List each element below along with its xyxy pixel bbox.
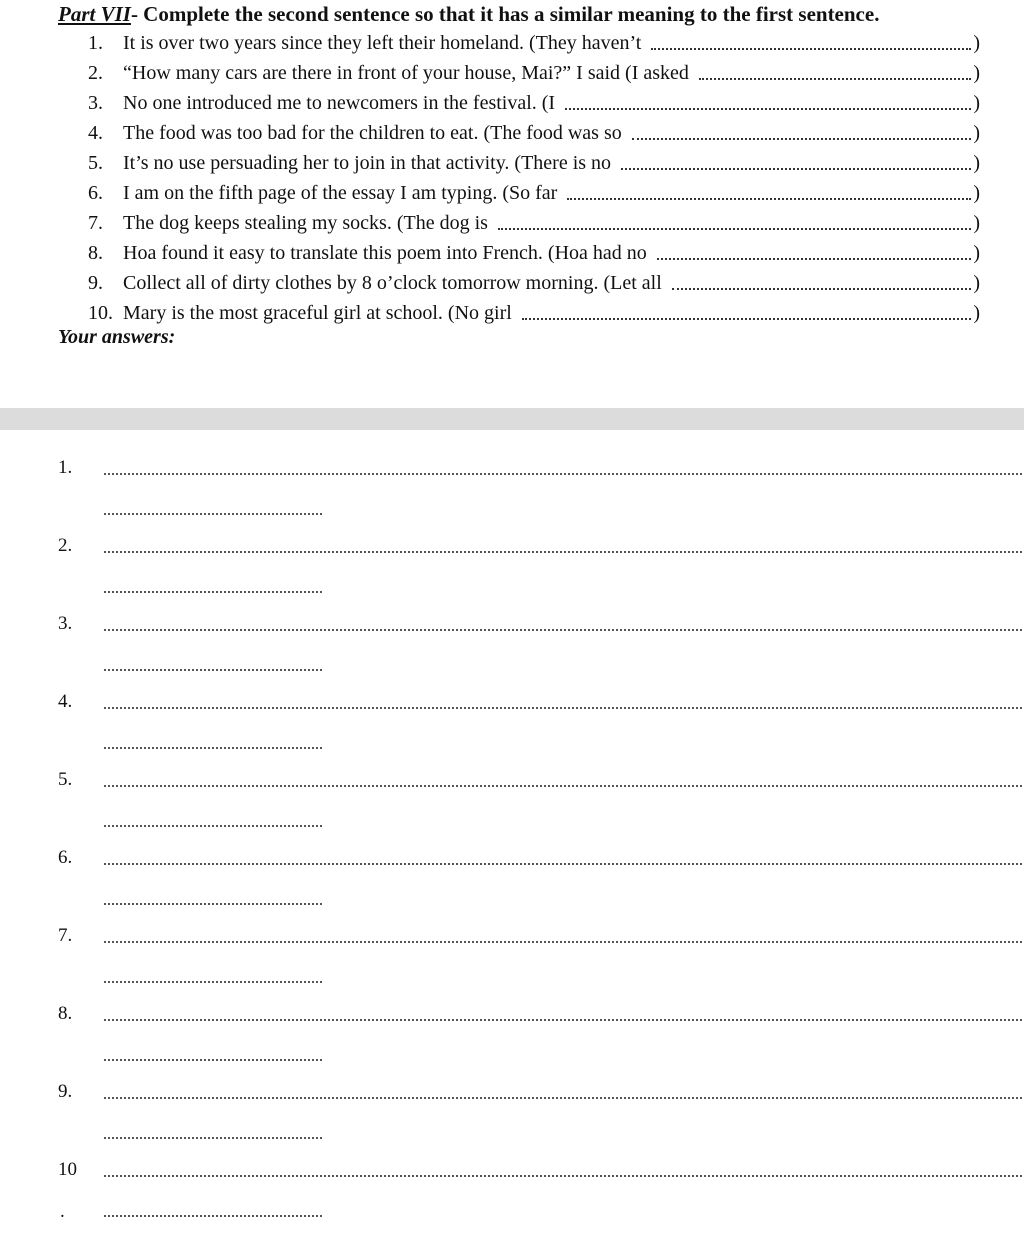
closing-paren: ) xyxy=(973,272,980,294)
answer-line-short[interactable] xyxy=(104,669,322,671)
question-number: 6. xyxy=(88,182,103,204)
question-text: Hoa found it easy to translate this poem into French. (Hoa had no xyxy=(123,242,647,264)
answer-number: 10 xyxy=(58,1159,77,1180)
trailing-mark: . xyxy=(60,1201,65,1222)
question-text: Mary is the most graceful girl at school. (No girl xyxy=(123,302,512,324)
gray-divider-band xyxy=(0,408,1024,430)
dotted-blank-line xyxy=(672,288,971,290)
answer-line[interactable] xyxy=(104,473,1022,475)
answer-line[interactable] xyxy=(104,629,1022,631)
question-number: 2. xyxy=(88,62,103,84)
question-text: It’s no use persuading her to join in that activity. (There is no xyxy=(123,152,612,174)
question-number: 9. xyxy=(88,272,103,294)
dotted-blank-line xyxy=(621,168,971,170)
question-blank xyxy=(645,28,980,58)
answer-line-short[interactable] xyxy=(104,1137,322,1139)
question-item xyxy=(0,208,1024,238)
question-item xyxy=(0,148,1024,178)
answer-number: 9. xyxy=(58,1081,73,1102)
question-item xyxy=(0,28,1024,58)
answer-number: 6. xyxy=(58,847,73,868)
part-label: Part VII xyxy=(58,2,131,26)
question-text: The food was too bad for the children to eat. (The food was so xyxy=(123,122,622,144)
question-text: “How many cars are there in front of your house, Mai?” I said (I asked xyxy=(123,62,689,84)
closing-paren: ) xyxy=(973,122,980,144)
question-blank xyxy=(615,148,980,178)
answer-line-short[interactable] xyxy=(104,903,322,905)
question-item xyxy=(0,58,1024,88)
dotted-blank-line xyxy=(522,318,971,320)
answer-number: 1. xyxy=(58,457,73,478)
answer-number: 8. xyxy=(58,1003,73,1024)
closing-paren: ) xyxy=(973,32,980,54)
answer-line[interactable] xyxy=(104,1097,1022,1099)
closing-paren: ) xyxy=(973,212,980,234)
dotted-blank-line xyxy=(565,108,971,110)
question-blank xyxy=(559,88,980,118)
dotted-blank-line xyxy=(632,138,971,140)
question-number: 4. xyxy=(88,122,103,144)
question-text: Collect all of dirty clothes by 8 o’clock tomorrow morning. (Let all xyxy=(123,272,662,294)
question-blank xyxy=(516,298,980,328)
answer-line-short[interactable] xyxy=(104,1215,322,1217)
closing-paren: ) xyxy=(973,92,980,114)
answers-label: Your answers: xyxy=(58,326,176,348)
answer-line[interactable] xyxy=(104,1175,1022,1177)
closing-paren: ) xyxy=(973,152,980,174)
section-heading xyxy=(58,0,1018,28)
question-item xyxy=(0,238,1024,268)
answer-number: 4. xyxy=(58,691,73,712)
answer-line-short[interactable] xyxy=(104,981,322,983)
question-number: 3. xyxy=(88,92,103,114)
instruction-text: - Complete the second sentence so that it has a similar meaning to the first sentence. xyxy=(130,2,880,26)
question-list xyxy=(0,28,1024,328)
question-text: I am on the fifth page of the essay I am typing. (So far xyxy=(123,182,558,204)
answer-number: 3. xyxy=(58,613,73,634)
answer-number: 7. xyxy=(58,925,73,946)
question-number: 8. xyxy=(88,242,103,264)
answer-line[interactable] xyxy=(104,1019,1022,1021)
question-text: It is over two years since they left their homeland. (They haven’t xyxy=(123,32,642,54)
answer-row xyxy=(0,925,1024,1003)
answer-row xyxy=(0,613,1024,691)
answer-row xyxy=(0,457,1024,535)
question-number: 10. xyxy=(88,302,113,324)
answer-line[interactable] xyxy=(104,785,1022,787)
answer-line-short[interactable] xyxy=(104,1059,322,1061)
answer-row xyxy=(0,1003,1024,1081)
answer-line-short[interactable] xyxy=(104,591,322,593)
question-blank xyxy=(651,238,980,268)
answer-line[interactable] xyxy=(104,941,1022,943)
answer-number: 2. xyxy=(58,535,73,556)
question-blank xyxy=(693,58,980,88)
closing-paren: ) xyxy=(973,242,980,264)
dotted-blank-line xyxy=(567,198,971,200)
question-number: 1. xyxy=(88,32,103,54)
question-number: 5. xyxy=(88,152,103,174)
question-item xyxy=(0,88,1024,118)
question-item xyxy=(0,118,1024,148)
dotted-blank-line xyxy=(699,78,971,80)
closing-paren: ) xyxy=(973,62,980,84)
answer-line-short[interactable] xyxy=(104,513,322,515)
answer-line[interactable] xyxy=(104,551,1022,553)
question-blank xyxy=(492,208,980,238)
answer-row xyxy=(0,1159,1024,1237)
closing-paren: ) xyxy=(973,302,980,324)
closing-paren: ) xyxy=(973,182,980,204)
answer-number: 5. xyxy=(58,769,73,790)
question-number: 7. xyxy=(88,212,103,234)
question-blank xyxy=(666,268,980,298)
question-item xyxy=(0,178,1024,208)
question-blank xyxy=(626,118,980,148)
answer-line[interactable] xyxy=(104,707,1022,709)
answer-line[interactable] xyxy=(104,863,1022,865)
answer-row xyxy=(0,847,1024,925)
answer-line-short[interactable] xyxy=(104,747,322,749)
question-text: The dog keeps stealing my socks. (The dog is xyxy=(123,212,488,234)
question-text: No one introduced me to newcomers in the festival. (I xyxy=(123,92,556,114)
dotted-blank-line xyxy=(651,48,971,50)
answer-row xyxy=(0,691,1024,769)
answer-row xyxy=(0,769,1024,847)
question-blank xyxy=(561,178,980,208)
dotted-blank-line xyxy=(498,228,971,230)
answer-row xyxy=(0,1081,1024,1159)
answer-row xyxy=(0,535,1024,613)
question-item xyxy=(0,268,1024,298)
answer-line-short[interactable] xyxy=(104,825,322,827)
dotted-blank-line xyxy=(657,258,971,260)
question-item xyxy=(0,298,1024,328)
